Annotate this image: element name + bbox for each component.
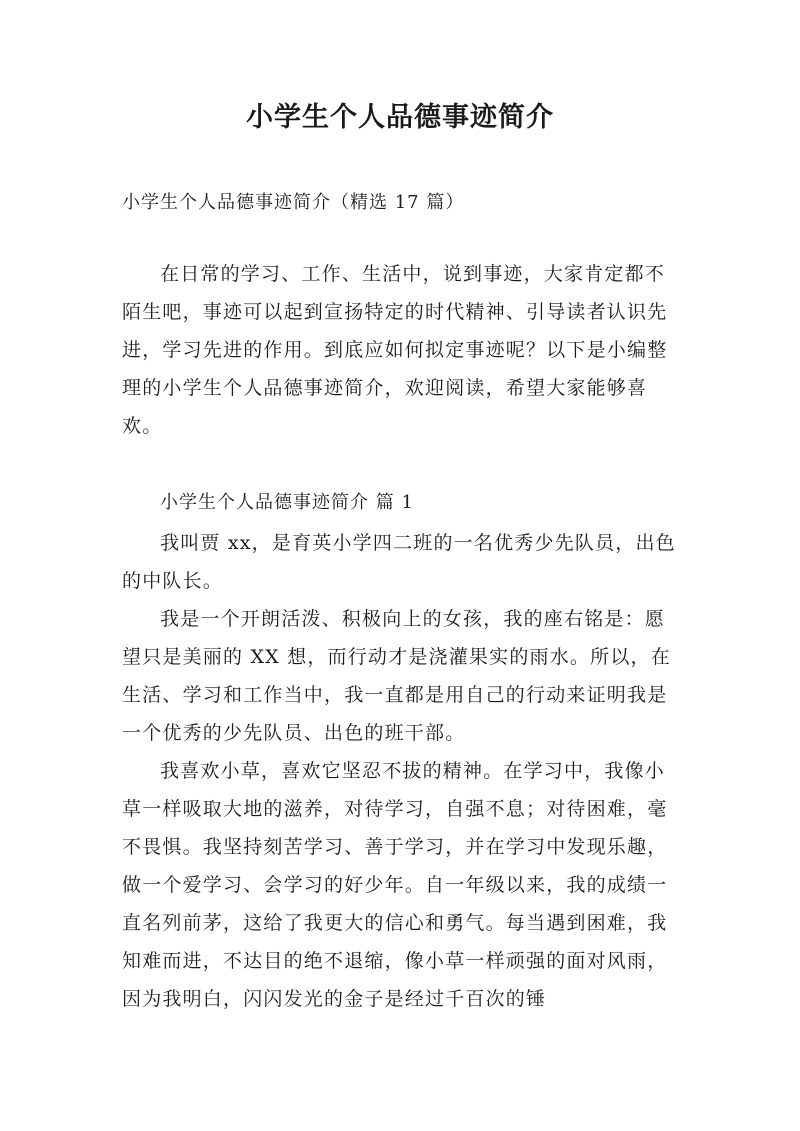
body-paragraph-3: 我喜欢小草，喜欢它坚忍不拔的精神。在学习中，我像小草一样吸取大地的滋养，对待学习，自强不息；对待困难，毫不畏惧。我坚持刻苦学习、善于学习，并在学习中发现乐趣，做一个爱学习、会学习的好少年。自一年级以来，我的成绩一直名列前茅，这给了我更大的信心和勇气。每当遇到困难，我知难而进，不达目的绝不退缩，像小草一样顽强的面对风雨，因为我明白，闪闪发光的金子是经过千百次的锤	[122, 760, 668, 1010]
section-heading: 小学生个人品德事迹简介 篇 1	[160, 492, 414, 513]
intro-section	[122, 255, 682, 445]
body-paragraph-2: 我是一个开朗活泼、积极向上的女孩，我的座右铭是：愿望只是美丽的 XX 想，而行动才是浇灌果实的雨水。所以，在生活、学习和工作当中，我一直都是用自己的行动来证明我是一个优秀的少先队员、出色的班干部。	[122, 608, 671, 744]
body-paragraph-1: 我叫贾 xx，是育英小学四二班的一名优秀少先队员，出色的中队长。	[122, 532, 676, 592]
section-body	[122, 524, 682, 1018]
document-subtitle: 小学生个人品德事迹简介（精选 17 篇）	[122, 192, 465, 213]
intro-paragraph: 在日常的学习、工作、生活中，说到事迹，大家肯定都不陌生吧，事迹可以起到宣扬特定的时代精神、引导读者认识先进，学习先进的作用。到底应如何拟定事迹呢？以下是小编整理的小学生个人品德事迹简介，欢迎阅读，希望大家能够喜欢。	[122, 263, 668, 437]
page-title: 小学生个人品德事迹简介	[246, 102, 554, 133]
